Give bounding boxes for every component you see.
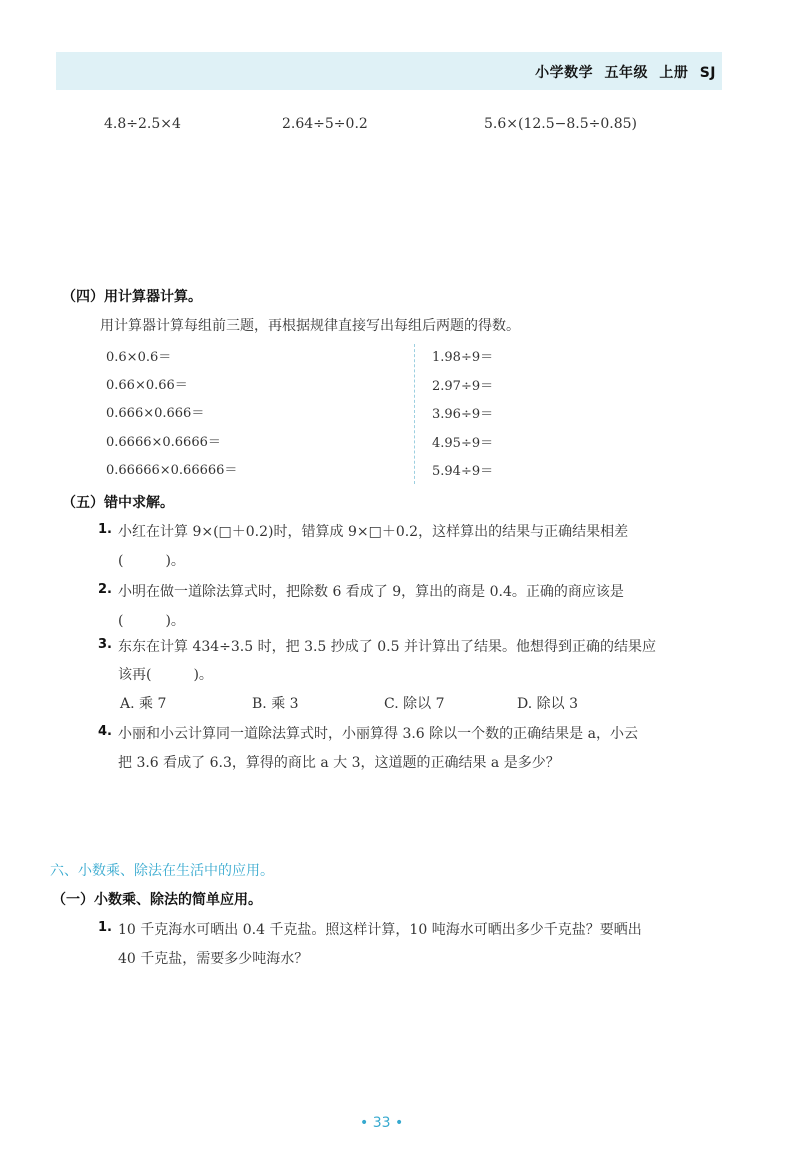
calc-left-3: 0.666×0.666＝ xyxy=(106,406,205,421)
question-3-line-1: 东东在计算 434÷3.5 时，把 3.5 抄成了 0.5 并计算出了结果。他想得到正确的结果应 xyxy=(118,639,656,655)
option-d: D. 除以 3 xyxy=(517,696,578,712)
unit-6-subsection-1-title: （一）小数乘、除法的简单应用。 xyxy=(52,892,262,908)
question-1-line-1: 小红在计算 9×(□＋0.2)时，错算成 9×□＋0.2，这样算出的结果与正确结果相差 xyxy=(118,524,629,540)
unit-6-question-1-line-2: 40 千克盐，需要多少吨海水？ xyxy=(118,951,309,967)
question-3-line-2: 该再( )。 xyxy=(118,667,213,683)
question-2-number: 2. xyxy=(98,582,112,597)
section-4-instruction: 用计算器计算每组前三题，再根据规律直接写出每组后两题的得数。 xyxy=(100,318,520,334)
question-4-line-2: 把 3.6 看成了 6.3，算得的商比 a 大 3，这道题的正确结果 a 是多少？ xyxy=(118,755,560,771)
calc-right-5: 5.94÷9＝ xyxy=(432,464,494,479)
unit-6-question-1-number: 1. xyxy=(98,920,112,935)
section-4-title: （四）用计算器计算。 xyxy=(62,289,202,305)
calc-right-3: 3.96÷9＝ xyxy=(432,407,494,422)
unit-6-title: 六、小数乘、除法在生活中的应用。 xyxy=(50,863,274,879)
question-2-line-1: 小明在做一道除法算式时，把除数 6 看成了 9，算出的商是 0.4。正确的商应该是 xyxy=(118,584,624,600)
calc-right-2: 2.97÷9＝ xyxy=(432,379,494,394)
option-c: C. 除以 7 xyxy=(384,696,445,712)
page-number: • 33 • xyxy=(360,1115,404,1131)
unit-6-question-1-line-1: 10 千克海水可晒出 0.4 千克盐。照这样计算，10 吨海水可晒出多少千克盐？要晒出 xyxy=(118,922,642,938)
calc-left-2: 0.66×0.66＝ xyxy=(106,378,188,393)
calc-right-4: 4.95÷9＝ xyxy=(432,436,494,451)
calc-left-5: 0.66666×0.66666＝ xyxy=(106,463,238,478)
expression-2: 2.64÷5÷0.2 xyxy=(282,116,368,132)
option-a: A. 乘 7 xyxy=(120,696,167,712)
calc-left-4: 0.6666×0.6666＝ xyxy=(106,435,221,450)
expression-1: 4.8÷2.5×4 xyxy=(104,116,181,132)
question-3-number: 3. xyxy=(98,637,112,652)
calc-right-1: 1.98÷9＝ xyxy=(432,350,494,365)
calc-left-1: 0.6×0.6＝ xyxy=(106,350,172,365)
column-divider xyxy=(414,344,415,484)
option-b: B. 乘 3 xyxy=(252,696,299,712)
question-2-line-2: ( )。 xyxy=(118,613,185,629)
question-1-line-2: ( )。 xyxy=(118,553,185,569)
question-4-number: 4. xyxy=(98,724,112,739)
header-text: 小学数学 五年级 上册 SJ xyxy=(535,65,716,81)
question-1-number: 1. xyxy=(98,522,112,537)
section-5-title: （五）错中求解。 xyxy=(62,495,174,511)
question-4-line-1: 小丽和小云计算同一道除法算式时，小丽算得 3.6 除以一个数的正确结果是 a，小云 xyxy=(118,726,638,742)
expression-3: 5.6×(12.5−8.5÷0.85) xyxy=(484,116,637,132)
